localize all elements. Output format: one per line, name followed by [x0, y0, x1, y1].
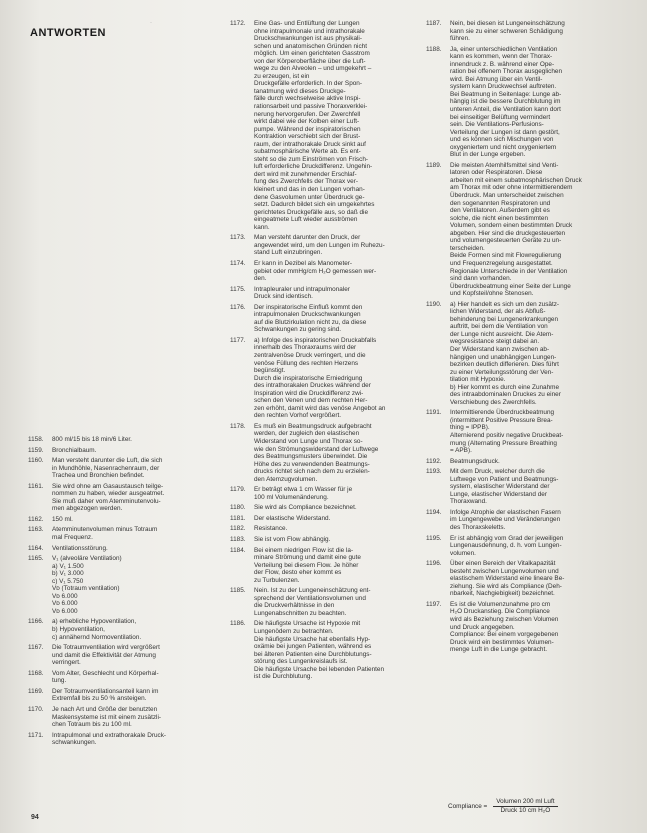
answer-number: 1195.	[426, 534, 442, 542]
answer-text: Es ist die Volumenzunahme pro cm H₂O Druckanstieg. Die Compliance wird als Beziehung zwischen Volumen und Druck angegeben. Compliance: Bei einem vorgegebenen Druck wird ein bestimmtes Volumen- menge Luft in die Lunge gebracht.	[450, 600, 559, 654]
answer-entry	[28, 688, 224, 703]
answer-number: 1174.	[230, 259, 246, 267]
answer-number: 1177.	[230, 336, 246, 344]
answer-number: 1175.	[230, 285, 246, 293]
answer-text: Ja, einer unterschiedlichen Ventilation kann es kommen, wenn der Thorax- innendruck z. B. während einer Ope- ration bei offenem Thorax ausgeglichen wird. Bei Atmung über ein Ventil- system kann Druckwechsel auftreten. Bei Beatmung in Seitenlage: Lunge ab- hängig ist die bessere Durchblutung im unteren Anteil, die Ventilation kann dort bei einseitiger Belüftung vermindert sein. Die Ventilations-Perfusions- Verteilung der Lungen ist dann gestört, und es können sich Mischungen von oxygeniertem und nicht oxygeniertem Blut in der Lunge ergeben.	[450, 45, 563, 159]
answer-number: 1187.	[426, 20, 442, 27]
formula-fraction	[493, 798, 557, 815]
answer-number: 1171.	[28, 731, 44, 739]
answer-number: 1179.	[230, 486, 246, 494]
answer-text: Sie ist vom Flow abhängig.	[254, 536, 331, 543]
answer-entry	[230, 20, 416, 231]
answer-entry	[426, 301, 644, 407]
answer-entry	[426, 409, 644, 454]
answer-text: Sie wird ohne am Gasaustausch teilge- nommen zu haben, wieder ausgeatmet. Sie muß daher vom Atemminutenvolu- men abgezogen werden.	[52, 482, 165, 513]
answer-entry	[28, 526, 224, 541]
answer-text: Die meisten Atemhilfsmittel sind Venti- latoren oder Respiratoren. Diese arbeiten mit einem subatmosphärischen Druck am Thorax mit oder ohne intermittierendem Überdruck. Man unterscheidet zwischen den sogenannten Respiratoren und den Ventilatoren. Außerdem gibt es solche, die nicht einen bestimmten Volumen, sondern einen bestimmten Druck abgeben. Hier sind die druckgesteuerten und volumengesteuerten Geräte zu un- terscheiden. Beide Formen sind mit Flowregulierung und Frequenzregelung ausgestattet. Regionale Unterschiede in der Ventilation sind dann vorhanden. Überdruckbeatmung einer Seite der Lunge und Kopfsteil/ohne Stenosen.	[450, 161, 582, 298]
answer-number: 1170.	[28, 705, 44, 713]
answer-number: 1166.	[28, 618, 44, 626]
answer-entry	[28, 516, 224, 524]
answer-text: Ventilationsstörung.	[52, 544, 108, 552]
answer-number: 1191.	[426, 409, 442, 417]
answer-number: 1185.	[230, 587, 246, 595]
answer-number: 1192.	[426, 457, 442, 465]
answer-column-right	[426, 20, 644, 657]
answer-entry	[28, 436, 224, 444]
answer-text: Er beträgt etwa 1 cm Wasser für je 100 ml Volumenänderung.	[254, 486, 353, 501]
answer-number: 1176.	[230, 303, 246, 311]
answer-text: Infolge Atrophie der elastischen Fasern im Lungengewebe und Veränderungen des Thoraxskeletts.	[450, 508, 561, 531]
answer-text: 150 ml.	[52, 515, 73, 523]
answer-entry	[230, 536, 416, 544]
answer-entry	[426, 468, 644, 506]
answer-number: 1182.	[230, 525, 246, 533]
answer-number: 1165.	[28, 555, 44, 563]
answer-entry	[426, 560, 644, 598]
answer-text: Resistance.	[254, 525, 288, 533]
answer-text: Nein. Ist zu der Lungeneinschätzung ent- sprechend der Ventilationsvolumen und die Druckverhältnisse in den Lungenabschnitten zu beachten.	[254, 587, 371, 617]
answer-entry	[230, 525, 416, 533]
answer-entry	[230, 423, 416, 483]
answer-number: 1180.	[230, 504, 246, 512]
answer-entry	[426, 601, 644, 654]
answer-text: Je nach Art und Größe der benutzten Maskensysteme ist mit einem zusätzli- chen Totraum bis zu 100 ml.	[52, 705, 162, 729]
answer-text: 800 ml/15 bis 18 min/6 Liter.	[52, 436, 132, 443]
answer-text: Vom Alter, Geschlecht und Körperhal- tung.	[52, 669, 159, 685]
answer-number: 1190.	[426, 300, 442, 308]
answer-entry	[28, 706, 224, 729]
answer-text: V₁ (alveoläre Ventilation) a) V₁ 1.500 b) V₁ 3.000 c) V₁ 5.750 Vᴅ (Totraum ventilation) Vᴅ 6.000 Vᴅ 6.000 Vᴅ 6.000	[52, 555, 122, 615]
answer-text: Man versteht darunter den Druck, der angewendet wird, um den Lungen im Ruhezu- stand Luft einzubringen.	[254, 234, 385, 257]
answer-number: 1181.	[230, 514, 246, 522]
answer-number: 1159.	[28, 446, 44, 454]
answer-number: 1183.	[230, 536, 246, 543]
answer-text: Mit dem Druck, welcher durch die Luftwege von Patient und Beatmungs- system, elastischer Widerstand der Lunge, elastischer Widerstand der Thoraxwand.	[450, 468, 559, 506]
answer-text: Bronchialbaum.	[52, 446, 97, 454]
answer-text: Der elastische Widerstand.	[254, 514, 331, 522]
answer-entry	[230, 234, 416, 257]
answer-text: Bei einem niedrigen Flow ist die la- minare Strömung und damit eine gute Verteilung bei diesem Flow. Je höher der Flow, desto eher kommt es zu Turbulenzen.	[254, 546, 361, 584]
answer-text: Der Totraumventilationsanteil kann im Extremfall bis zu 50 % ansteigen.	[52, 687, 159, 703]
answer-column-middle	[230, 20, 416, 684]
answer-number: 1193.	[426, 468, 442, 476]
answer-number: 1162.	[28, 515, 44, 523]
answer-text: Er kann in Dezibel als Manometer- gebiet oder mmHg/cm H₂O gemessen wer- den.	[254, 259, 377, 283]
answer-number: 1158.	[28, 436, 44, 443]
answer-entry	[230, 286, 416, 301]
section-heading: ANTWORTEN	[30, 27, 106, 39]
answer-number: 1160.	[28, 457, 44, 465]
answer-entry	[426, 46, 644, 159]
formula-numerator: Volumen 200 ml Luft	[493, 798, 557, 807]
answer-entry	[230, 515, 416, 523]
answer-text: Intrapleuraler und intrapulmonaler Druck sind identisch.	[254, 285, 350, 301]
answer-entry	[230, 260, 416, 283]
answer-number: 1169.	[28, 687, 44, 695]
answer-number: 1173.	[230, 234, 246, 242]
answer-entry	[426, 535, 644, 558]
answer-entry	[28, 545, 224, 553]
answer-text: a) erhebliche Hypoventilation, b) Hypoventilation, c) annähernd Normoventilation.	[52, 618, 142, 641]
answer-number: 1167.	[28, 644, 44, 652]
answer-entry	[230, 504, 416, 512]
answer-entry	[230, 486, 416, 501]
answer-text: Intermittierende Überdruckbeatmung (intermittent Positive Pressure Brea- thing = IPPB). Alternierend positiv negative Druckbeat- mung (Alternating Pressure Breathing = APB).	[450, 409, 564, 455]
answer-entry	[426, 458, 644, 466]
answer-entry	[28, 644, 224, 667]
answer-text: Die häufigste Ursache ist Hypoxie mit Lungenödem zu betrachten. Die häufigste Ursache hat ebenfalls Hyp- oxämie bei jungen Patienten, während es bei älteren Patienten eine Durchblutungs- störung des Lungenkreislaufs ist. Die häufigste Ursache bei lebenden Patienten ist die Durchblutung.	[254, 620, 385, 681]
answer-entry	[230, 304, 416, 334]
answer-text: Intrapulmonal und extrathorakale Druck- schwankungen.	[52, 731, 167, 747]
answer-text: a) Infolge des inspiratorischen Druckabfalls innerhalb des Thoraxraums wird der zentralvenöse Druck verringert, und die venöse Füllung des rechten Herzens begünstigt. Durch die inspiratorische Erniedrigung des intrathorakalen Druckes während der Inspiration wird die Druckdifferenz zwi- schen den Venen und dem rechten Her- zen erhöht, damit wird das venöse Angebot an den rechten Vorhof vergrößert.	[254, 336, 386, 420]
answer-text: Sie wird als Compliance bezeichnet.	[254, 504, 357, 512]
answer-number: 1186.	[230, 620, 246, 628]
answer-number: 1178.	[230, 422, 246, 430]
answer-text: Er ist abhängig vom Grad der jeweiligen Lungenausdehnung, d. h. vom Lungen- volumen.	[450, 534, 564, 557]
answer-entry	[230, 547, 416, 585]
answer-text: Atemminutenvolumen minus Totraum mal Frequenz.	[52, 526, 158, 542]
answer-column-left	[28, 436, 224, 750]
answer-text: Beatmungsdruck.	[450, 457, 500, 465]
answer-entry	[230, 587, 416, 617]
answer-entry	[28, 618, 224, 641]
answer-number: 1188.	[426, 45, 442, 53]
answer-text: Es muß ein Beatmungsdruck aufgebracht werden, der zugleich den elastischen Widerstand von Lunge und Thorax so- wie den Strömungswiderstand der Luftwege des Beatmungsmusters überwindet. Die Höhe des zu verwendenden Beatmungs- drucks richtet sich nach dem zu erzielen- den Atemzugvolumen.	[254, 422, 379, 483]
answer-text: Über einen Bereich der Vitalkapazität besteht zwischen Lungenvolumen und elastischem Widerstand eine lineare Be- ziehung. Sie wird als Compliance (Deh- nbarkeit, Nachgiebigkeit) bezeichnet.	[450, 560, 565, 598]
answer-number: 1168.	[28, 669, 44, 677]
answer-number: 1194.	[426, 508, 442, 516]
answer-entry	[28, 457, 224, 480]
compliance-formula	[448, 798, 558, 815]
answer-text: Der inspiratorische Einfluß kommt den intrapulmonalen Druckschwankungen auf die Blutzirkulation nicht zu, da diese Schwankungen zu gering sind.	[254, 303, 367, 334]
answer-entry	[230, 337, 416, 420]
answer-number: 1161.	[28, 482, 44, 490]
answer-text: Die Totraumventilation wird vergrößert und damit die Effektivität der Atmung verringert.	[52, 644, 160, 667]
answer-number: 1164.	[28, 544, 44, 552]
answer-entry	[28, 732, 224, 747]
answer-number: 1197.	[426, 600, 442, 608]
answer-text: Nein, bei diesen ist Lungeneinschätzung kann sie zu einer schweren Schädigung führen.	[450, 20, 565, 43]
answer-entry	[230, 620, 416, 680]
answer-text: Eine Gas- und Entlüftung der Lungen ohne intrapulmonale und intrathorakale Druckschwankungen ist aus physikali- schen und anatomischen Gründen nicht möglich. Um einen gerichteten Gasstrom von der Körperoberfläche über die Luft- wege zu den Alveolen – und umgekehrt – zu erzeugen, ist ein Druckgefälle erforderlich. In der Spon- tanatmung wird dieses Druckge- fälle durch wechselweise aktive Inspi- rationsarbeit und passive Thoraxverklei- nerung hervorgerufen. Der Zwerchfell wirkt dabei wie der Kolben einer Luft- pumpe. Während der inspiratorischen Kontraktion verschiebt sich der Brust- raum, der intrathorakale Druck sinkt auf subatmosphärische Werte ab. Es ent- steht so die zum Einströmen von Frisch- luft erforderliche Druckdifferenz. Ungehin- dert wird mit zunehmender Erschlaf- fung des Zwerchfells der Thorax ver- kleinert und das in den Lungen vorhan- dene Gasvolumen unter Überdruck ge- setzt. Dadurch bildet sich ein umgekehrtes gerichtetes Druckgefälle aus, so daß die eingeatmete Luft wieder ausströmen kann.	[254, 20, 375, 231]
answer-entry	[28, 483, 224, 513]
answer-entry	[28, 447, 224, 455]
answer-entry	[426, 20, 644, 43]
answer-number: 1189.	[426, 161, 442, 169]
margin-mark: ·	[150, 20, 152, 26]
answer-entry	[28, 555, 224, 615]
answer-entry	[426, 162, 644, 298]
page-number: 94	[31, 814, 39, 821]
answer-number: 1196.	[426, 560, 442, 568]
formula-label: Compliance =	[448, 802, 488, 810]
answer-number: 1172.	[230, 20, 246, 27]
answer-text: Man versteht darunter die Luft, die sich in Mundhöhle, Nasenrachenraum, der Trachea und Bronchien befindet.	[52, 457, 163, 480]
answer-text: a) Hier handelt es sich um den zusätz- lichen Widerstand, der als Abfluß- behinderung bei Lungenerkrankungen auftritt, bei dem die Ventilation von der Lunge nicht ausreicht. Die Atem- wegsresistance steigt dabei an. Der Widerstand kann zwischen ab- hängigen und unabhängigen Lungen- bezirken deutlich differieren. Dies führt zu einer Verteilungsstörung der Ven- tilation mit Hypoxie. b) Hier kommt es durch eine Zunahme des intraabdominalen Druckes zu einer Verschiebung des Zwerchfells.	[450, 300, 561, 406]
formula-denominator: Druck 10 cm H₂O	[500, 807, 551, 814]
answer-number: 1163.	[28, 526, 44, 534]
answer-entry	[28, 670, 224, 685]
answer-number: 1184.	[230, 546, 246, 554]
answer-entry	[426, 509, 644, 532]
